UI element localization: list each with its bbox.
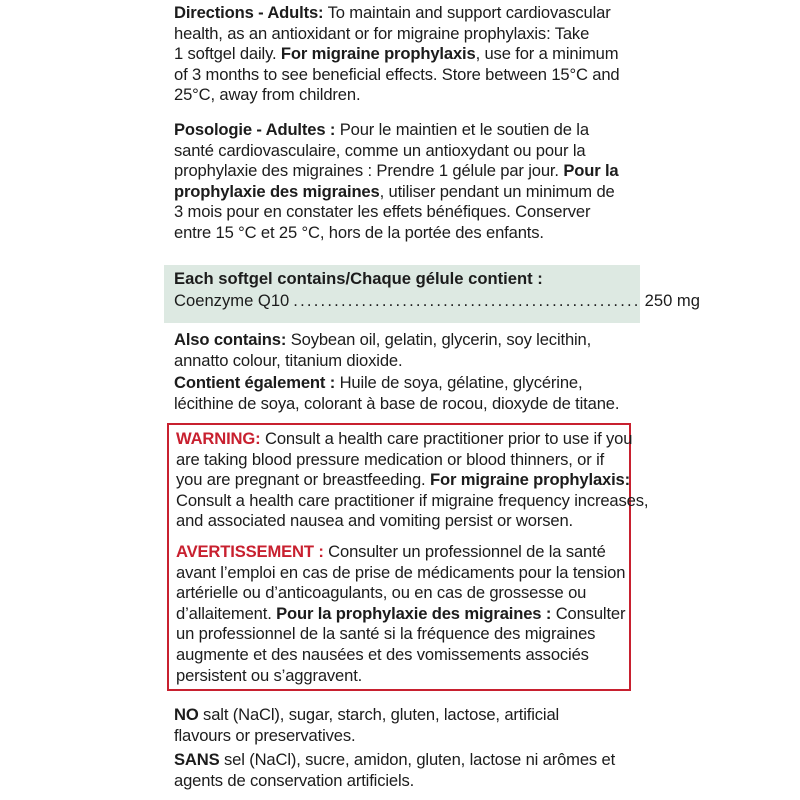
ingredients-band	[164, 265, 700, 323]
directions-english: Directions - Adults: To maintain and support cardiovascular health, as an antioxidant or for migraine prophylaxis: Take 1 softgel daily. For migraine prophylaxis, use for a minimum of 3 months to see beneficial effects. Store between 15°C and 25°C, away from children.	[174, 3, 620, 105]
ingredient-amount: 250 mg	[644, 291, 700, 310]
avertissement-label: AVERTISSEMENT :	[176, 542, 324, 561]
leader-dots: ...................................................	[293, 291, 641, 310]
free-from-english: NO salt (NaCl), sugar, starch, gluten, lactose, artificial flavours or preservatives.	[174, 705, 560, 745]
ingredient-name: Coenzyme Q10	[174, 291, 290, 310]
no-label: NO	[174, 705, 199, 724]
contient-label: Contient également :	[174, 373, 336, 392]
directions-label: Directions - Adults:	[174, 3, 324, 22]
warning-label: WARNING:	[176, 429, 261, 448]
also-contains-french: Contient également : Huile de soya, gélatine, glycérine, lécithine de soya, colorant à base de rocou, dioxyde de titane.	[174, 373, 620, 413]
contains-title: Each softgel contains/Chaque gélule contient :	[174, 269, 543, 288]
posologie-label: Posologie - Adultes :	[174, 120, 336, 139]
also-contains-label: Also contains:	[174, 330, 287, 349]
warning-english: WARNING: Consult a health care practitioner prior to use if you are taking blood pressure medication or blood thinners, or if you are pregnant or breastfeeding. For migraine prophylaxis: Consult a health care practitioner if migraine frequency increases, and associated nausea and vomiting persist or worsen.	[176, 429, 649, 531]
also-contains-english: Also contains: Soybean oil, gelatin, glycerin, soy lecithin, annatto colour, titanium dioxide.	[174, 330, 592, 370]
free-from-french: SANS sel (NaCl), sucre, amidon, gluten, lactose ni arômes et agents de conservation artificiels.	[174, 750, 616, 790]
directions-french: Posologie - Adultes : Pour le maintien et le soutien de la santé cardiovasculaire, comme un antioxydant ou pour la prophylaxie des migraines : Prendre 1 gélule par jour. Pour la prophylaxie des migraines, utiliser pendant un minimum de 3 mois pour en constater les effets bénéfiques. Conserver entre 15 °C et 25 °C, hors de la portée des enfants.	[174, 120, 619, 242]
warning-french: AVERTISSEMENT : Consulter un professionnel de la santé avant l’emploi en cas de prise de médicaments pour la tension artérielle ou d’anticoagulants, ou en cas de grossesse ou d’allaitement. Pour la prophylaxie des migraines : Consulter un professionnel de la santé si la fréquence des migraines augmente et des nausées et des vomissements associés persistent ou s’aggravent.	[176, 542, 626, 685]
sans-label: SANS	[174, 750, 220, 769]
ingredient-row	[174, 291, 700, 312]
